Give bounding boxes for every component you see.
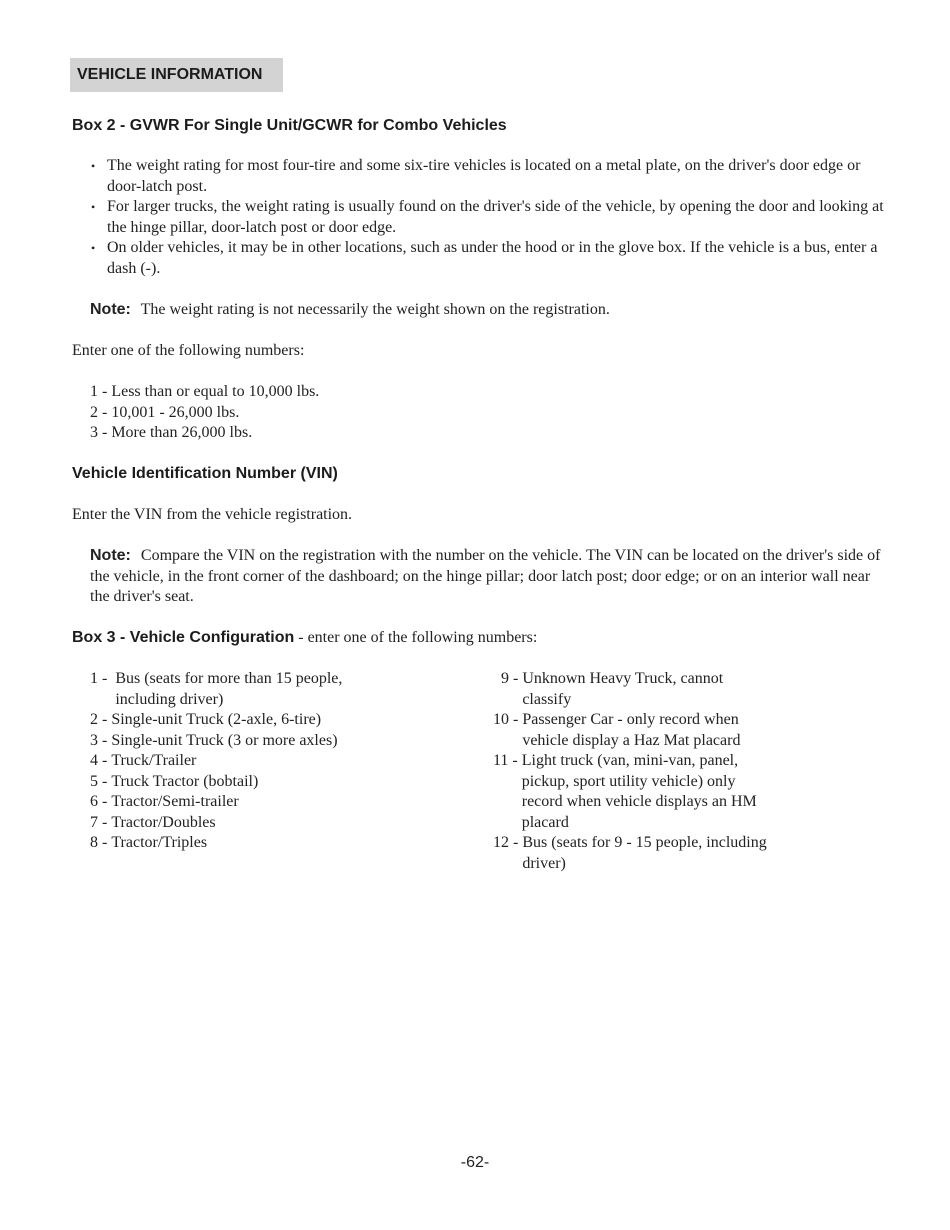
- vin-heading: Vehicle Identification Number (VIN): [72, 465, 338, 482]
- list-item: [90, 731, 380, 752]
- box2-instruction: Enter one of the following numbers:: [72, 342, 305, 359]
- option-number: 7 -: [90, 813, 112, 831]
- option-text: Single-unit Truck (3 or more axles): [111, 731, 338, 749]
- option-text: Truck Tractor (bobtail): [111, 772, 259, 790]
- box3-heading-suffix: - enter one of the following numbers:: [294, 629, 538, 646]
- list-item: [493, 833, 768, 874]
- option-text: Passenger Car - only record when vehicle display a Haz Mat placard: [522, 711, 741, 749]
- list-item: [90, 669, 380, 710]
- note-text: Compare the VIN on the registration with the number on the vehicle. The VIN can be located on the driver's side of the vehicle, in the front corner of the dashboard; on the hinge pillar; door latch post; door edge; or on an interior wall near the driver's seat.: [90, 547, 881, 605]
- option-text: Light truck (van, mini-van, panel, pickup, sport utility vehicle) only record when vehicle displays an HM placard: [521, 752, 757, 831]
- option-number: 8 -: [90, 834, 112, 851]
- list-item: [90, 833, 380, 854]
- vin-instruction: Enter the VIN from the vehicle registration.: [72, 506, 353, 523]
- box2-note: [90, 300, 610, 321]
- box2-bullets: [91, 156, 891, 279]
- box3-heading: Box 3 - Vehicle Configuration: [72, 629, 295, 646]
- box3-heading-line: [72, 628, 537, 649]
- option-number: 10 -: [493, 711, 523, 728]
- option-number: 3 -: [90, 731, 112, 749]
- note-text: The weight rating is not necessarily the weight shown on the registration.: [140, 301, 610, 318]
- list-item: [493, 751, 768, 833]
- list-item: [493, 669, 768, 710]
- option-number: 1 -: [90, 670, 116, 687]
- section-tag: VEHICLE INFORMATION: [70, 58, 283, 92]
- list-item: 1 - Less than or equal to 10,000 lbs.: [90, 383, 320, 400]
- list-item: 3 - More than 26,000 lbs.: [90, 424, 253, 441]
- list-item: [90, 792, 380, 813]
- list-item: • The weight rating for most four-tire and some six-tire vehicles is located on a metal plate, on the driver's door edge or door-latch post.: [91, 156, 891, 197]
- option-text: Tractor/Doubles: [111, 813, 216, 831]
- option-text: Tractor/Triples: [111, 834, 208, 851]
- option-text: Bus (seats for 9 - 15 people, including driver): [522, 834, 767, 872]
- list-item: 2 - 10,001 - 26,000 lbs.: [90, 403, 240, 421]
- list-item: [493, 710, 768, 751]
- option-number: 6 -: [90, 793, 112, 810]
- list-item: • For larger trucks, the weight rating is usually found on the driver's side of the vehicle, by opening the door and looking at the hinge pillar, door-latch post or door edge.: [91, 197, 891, 238]
- option-number: 9 -: [493, 670, 523, 687]
- list-item: [90, 813, 380, 834]
- list-item: [90, 751, 380, 772]
- box2-heading: Box 2 - GVWR For Single Unit/GCWR for Combo Vehicles: [72, 117, 507, 134]
- page-number: -62-: [460, 1154, 490, 1171]
- option-number: 5 -: [90, 772, 112, 790]
- note-label: Note:: [90, 547, 131, 564]
- option-text: Truck/Trailer: [111, 752, 197, 769]
- box2-options: [90, 382, 319, 444]
- list-item: • On older vehicles, it may be in other locations, such as under the hood or in the glove box. If the vehicle is a bus, enter a dash (-).: [91, 238, 891, 279]
- option-number: 4 -: [90, 752, 112, 769]
- option-text: Unknown Heavy Truck, cannot classify: [522, 670, 724, 708]
- option-text: Bus (seats for more than 15 people, including driver): [115, 670, 343, 708]
- note-label: Note:: [90, 301, 131, 318]
- vin-note: [90, 546, 890, 608]
- list-item: [90, 772, 380, 793]
- option-number: 12 -: [493, 834, 523, 851]
- list-item: [90, 710, 380, 731]
- option-text: Tractor/Semi-trailer: [111, 793, 239, 810]
- box3-left-options: [90, 669, 380, 854]
- option-text: Single-unit Truck (2-axle, 6-tire): [111, 711, 322, 728]
- option-number: 2 -: [90, 711, 112, 728]
- box3-right-options: [493, 669, 768, 874]
- option-number: 11 -: [493, 752, 522, 769]
